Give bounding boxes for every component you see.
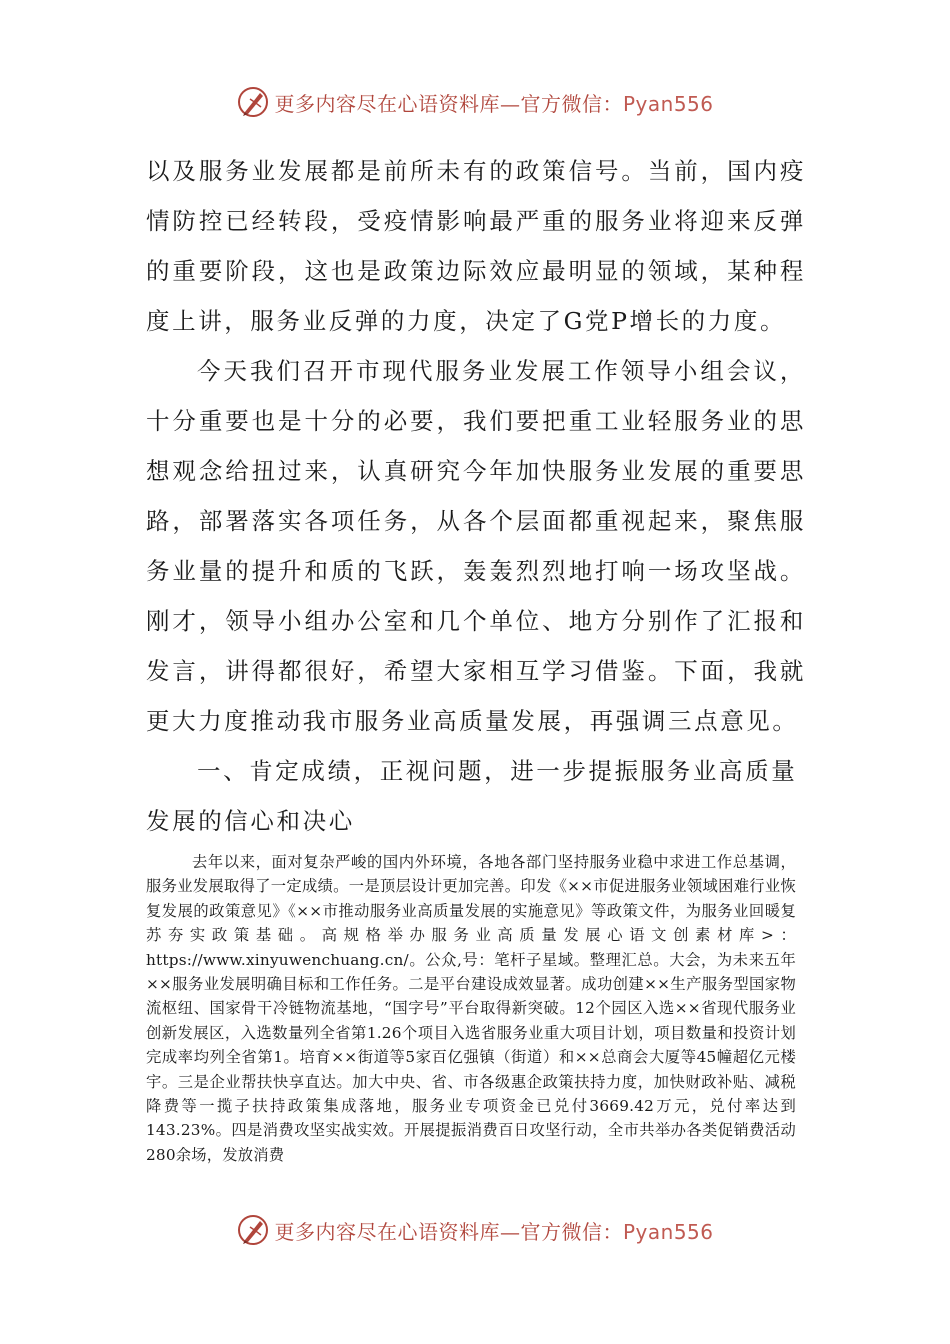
footer-brand-text: 更多内容尽在心语资料库—官方微信：: [274, 1219, 623, 1244]
page-footer: [0, 1210, 950, 1250]
footer-wechat-handle: Pyan556: [622, 1219, 714, 1244]
header-brand: [274, 88, 713, 117]
header-wechat-handle: Pyan556: [622, 91, 714, 116]
header-brand-text: 更多内容尽在心语资料库—官方微信：: [274, 91, 623, 116]
paragraph-1: 以及服务业发展都是前所未有的政策信号。当前，国内疫情防控已经转段，受疫情影响最严重的服务业将迎来反弹的重要阶段，这也是政策边际效应最明显的领域，某种程度上讲，服务业反弹的力度，决定了G党P增长的力度。: [146, 157, 806, 335]
document-body: [146, 146, 806, 1167]
footer-brand: [274, 1216, 713, 1245]
section-heading-1: 一、肯定成绩，正视问题，进一步提振服务业高质量发展的信心和决心: [146, 757, 798, 835]
paragraph-3: 去年以来，面对复杂严峻的国内外环境，各地各部门坚持服务业稳中求进工作总基调，服务业发展取得了一定成绩。一是顶层设计更加完善。印发《××市促进服务业领域困难行业恢复发展的政策意见》《××市推动服务业高质量发展的实施意见》等政策文件，为服务业回暖复苏夯实政策基础。高规格举办服务业高质量发展心语文创素材库>：https://www.xinyuwenchuang.cn/。公众,号：笔杆子星域。整理汇总。大会，为未来五年××服务业发展明确目标和工作任务。二是平台建设成效显著。成功创建××生产服务型国家物流枢纽、国家骨干冷链物流基地，“国字号”平台取得新突破。12个园区入选××省现代服务业创新发展区，入选数量列全省第1.26个项目入选省服务业重大项目计划，项目数量和投资计划完成率均列全省第1。培育××街道等5家百亿强镇（街道）和××总商会大厦等45幢超亿元楼宇。三是企业帮扶快享直达。加大中央、省、市各级惠企政策扶持力度，加快财政补贴、减税降费等一揽子扶持政策集成落地，服务业专项资金已兑付3669.42万元，兑付率达到143.23%。四是消费攻坚实战实效。开展提振消费百日攻坚行动，全市共举办各类促销费活动280余场，发放消费: [146, 853, 796, 1164]
pen-logo-icon: [236, 1213, 270, 1247]
paragraph-2: 今天我们召开市现代服务业发展工作领导小组会议，十分重要也是十分的必要，我们要把重工业轻服务业的思想观念给扭过来，认真研究今年加快服务业发展的重要思路，部署落实各项任务，从各个层面都重视起来，聚焦服务业量的提升和质的飞跃，轰轰烈烈地打响一场攻坚战。刚才，领导小组办公室和几个单位、地方分别作了汇报和发言，讲得都很好，希望大家相互学习借鉴。下面，我就更大力度推动我市服务业高质量发展，再强调三点意见。: [146, 357, 806, 735]
page-header: [0, 82, 950, 122]
pen-logo-icon: [236, 85, 270, 119]
